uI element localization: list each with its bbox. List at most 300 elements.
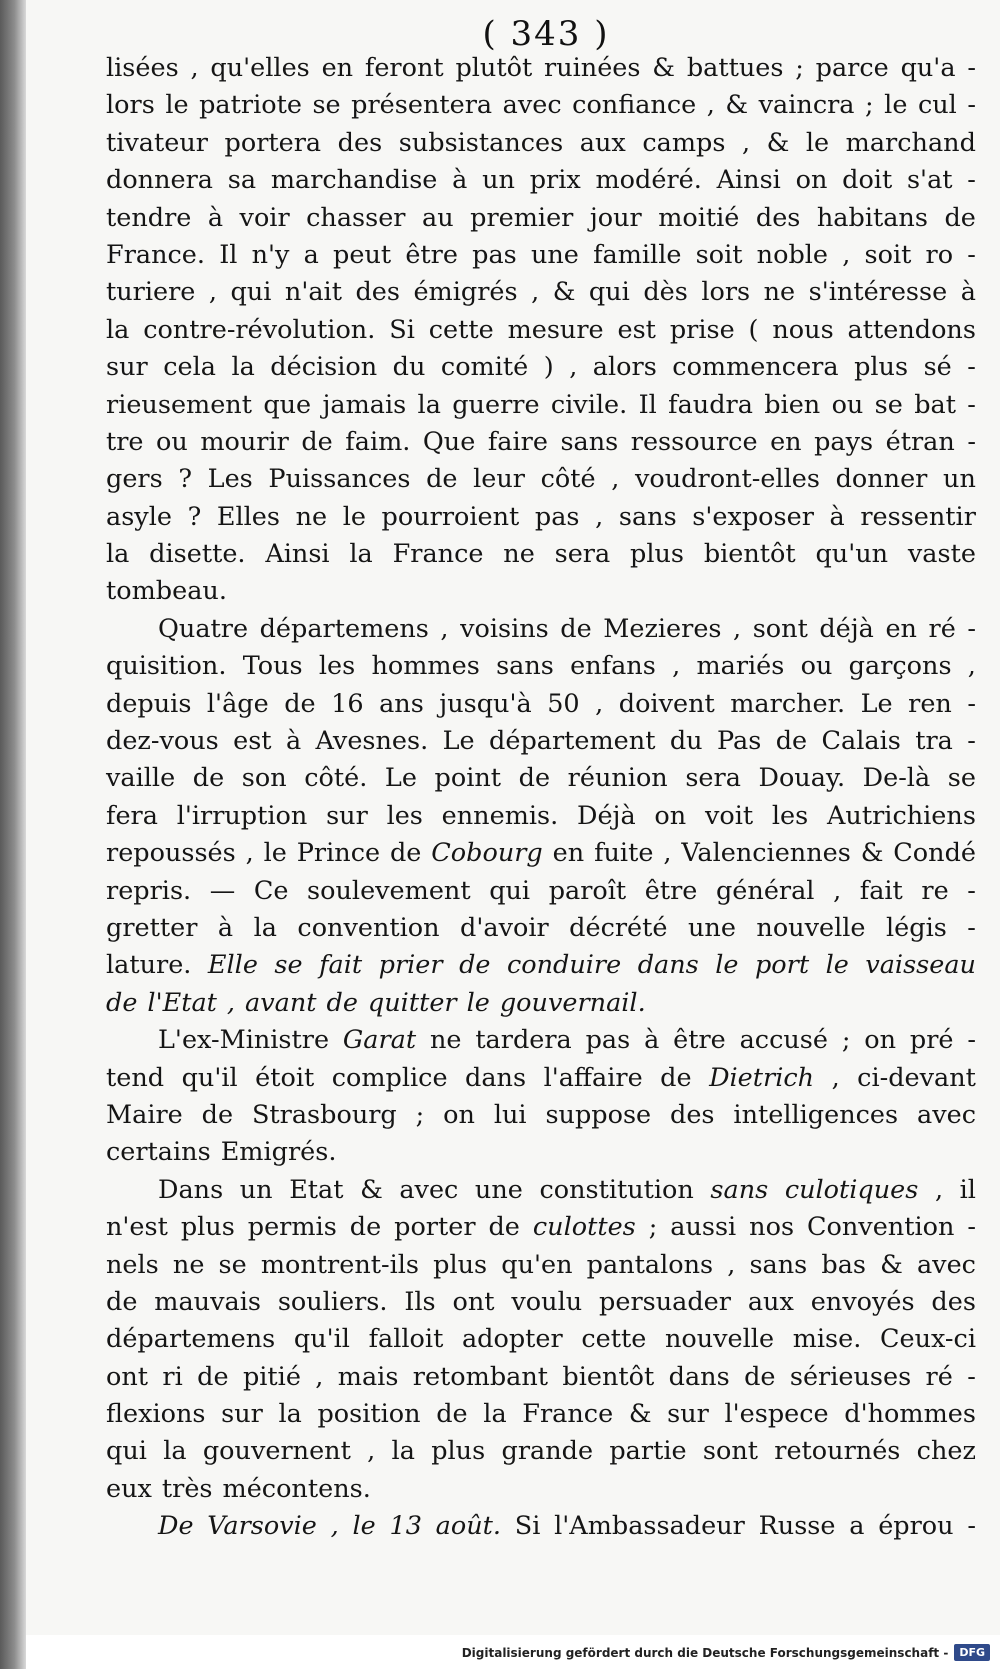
- word: de: [744, 1361, 776, 1392]
- word: Emigrés.: [220, 1137, 337, 1168]
- word: quisition.: [106, 651, 227, 682]
- word: ont: [452, 1286, 495, 1317]
- word: envoyés: [810, 1286, 915, 1317]
- word: s'intéresse: [808, 277, 948, 308]
- word: mécontens.: [222, 1473, 371, 1504]
- word: vaste: [907, 539, 976, 570]
- word: confiance: [572, 90, 697, 121]
- word: à: [829, 501, 845, 532]
- word: dans: [637, 950, 699, 981]
- word: portera: [224, 127, 322, 158]
- text-line: [106, 1284, 976, 1321]
- text-line: [106, 237, 976, 274]
- word: asyle: [106, 501, 172, 532]
- word: sans: [618, 501, 677, 532]
- word: être: [644, 875, 698, 906]
- word: dès: [643, 277, 688, 308]
- word: nouvelle: [664, 1324, 775, 1355]
- word: porter: [394, 1212, 476, 1243]
- word: tre: [106, 426, 144, 457]
- word: très: [161, 1473, 213, 1504]
- word: se: [274, 950, 303, 981]
- word: des: [755, 202, 801, 233]
- word: port: [754, 950, 810, 981]
- word: marchand: [845, 127, 976, 158]
- word: ruinées: [544, 53, 641, 83]
- word: sans: [749, 1249, 808, 1280]
- text-line: [106, 1433, 976, 1470]
- word: ,: [190, 53, 199, 83]
- word: -: [967, 1025, 976, 1056]
- word: qu'elles: [210, 53, 310, 83]
- word: 16: [331, 688, 364, 719]
- word: Dans: [158, 1174, 224, 1205]
- word: des: [337, 127, 383, 158]
- word: à: [207, 202, 224, 233]
- text-line: [106, 499, 976, 536]
- text-line: [106, 349, 976, 386]
- word: ,: [706, 90, 715, 121]
- word: Varsovie: [207, 1511, 317, 1542]
- word: doivent: [618, 688, 715, 719]
- word: Strasbourg: [251, 1099, 397, 1130]
- word: pré: [909, 1025, 954, 1056]
- word: ,: [833, 875, 842, 906]
- word: voulu: [511, 1286, 583, 1317]
- word: adopter: [461, 1324, 563, 1355]
- word: l'âge: [206, 688, 269, 719]
- word: la: [106, 539, 130, 570]
- word: on: [864, 1025, 897, 1056]
- word: faire: [487, 426, 548, 457]
- word: repris.: [106, 875, 192, 906]
- word: point: [434, 763, 502, 794]
- word: &: [652, 53, 675, 83]
- word: être: [673, 1025, 726, 1056]
- word: cette: [581, 1324, 647, 1355]
- word: des: [670, 1099, 715, 1130]
- word: à: [644, 1025, 660, 1056]
- word: décision: [270, 352, 378, 383]
- scanned-page: [26, 0, 1000, 1635]
- word: battues: [686, 53, 784, 83]
- word: mise.: [792, 1324, 862, 1355]
- word: -: [967, 389, 976, 420]
- word: bien: [764, 389, 821, 420]
- word: émigrés: [413, 277, 518, 308]
- word: se: [947, 763, 976, 794]
- word: De-là: [862, 763, 931, 794]
- text-line: [106, 125, 976, 162]
- word: la: [391, 1436, 415, 1467]
- word: ,: [733, 613, 742, 644]
- text-line: [106, 1471, 976, 1508]
- word: ,: [330, 1511, 339, 1542]
- word: sera: [554, 539, 611, 570]
- word: ;: [795, 53, 804, 83]
- word: Ainsi: [716, 165, 781, 196]
- word: leur: [473, 464, 525, 495]
- word: &: [628, 1399, 652, 1430]
- word: -: [967, 613, 976, 644]
- word: la: [417, 389, 441, 420]
- word: ou: [800, 651, 833, 682]
- word: le: [715, 950, 739, 981]
- word: décrété: [569, 912, 668, 943]
- word: un: [239, 1174, 273, 1205]
- word: mourir: [200, 426, 289, 457]
- word: Prince: [296, 838, 381, 869]
- word: parce: [815, 53, 889, 83]
- word: &: [880, 1249, 903, 1280]
- word: sont: [702, 1436, 758, 1467]
- word: turiere: [106, 277, 196, 308]
- word: depuis: [106, 688, 192, 719]
- word: bientôt: [562, 1361, 655, 1392]
- word: de: [389, 838, 422, 869]
- text-line: [106, 50, 976, 87]
- word: la: [231, 352, 255, 383]
- word: l'espece: [724, 1399, 829, 1430]
- text-line: [106, 162, 976, 199]
- text-line: [106, 461, 976, 498]
- word: a: [849, 1511, 865, 1542]
- word: les: [318, 651, 356, 682]
- word: intelligences: [733, 1099, 899, 1130]
- word: ne: [295, 501, 328, 532]
- word: alors: [592, 352, 657, 383]
- word: département: [489, 726, 656, 757]
- word: Etat: [289, 1174, 344, 1205]
- word: ,: [245, 838, 254, 869]
- word: sans: [496, 651, 554, 682]
- word: faudra: [668, 389, 753, 420]
- word: -: [967, 875, 976, 906]
- word: lors: [701, 277, 751, 308]
- word: qu'a: [900, 53, 956, 83]
- word: gouvernent: [202, 1436, 351, 1467]
- text-line: [106, 1209, 976, 1246]
- text-line: [106, 1508, 976, 1545]
- word: nels: [106, 1249, 159, 1280]
- word: ressource: [630, 426, 758, 457]
- word: position: [317, 1399, 421, 1430]
- word: ré: [925, 1361, 953, 1392]
- word: au: [422, 202, 454, 233]
- word: retournés: [774, 1436, 901, 1467]
- word: pas: [472, 239, 517, 270]
- word: civile.: [550, 389, 628, 420]
- word: des: [931, 1286, 976, 1317]
- word: garçons: [848, 651, 952, 682]
- word: en: [770, 426, 802, 457]
- word: ri: [162, 1361, 183, 1392]
- word: de: [326, 987, 358, 1018]
- word: de: [560, 613, 592, 644]
- word: convention: [297, 912, 440, 943]
- word: Le: [860, 688, 893, 719]
- word: sur: [221, 1399, 263, 1430]
- word: eux: [106, 1473, 152, 1504]
- text-line: [106, 798, 976, 835]
- word: les: [386, 800, 423, 831]
- word: ?: [187, 501, 202, 532]
- word: France.: [106, 239, 205, 270]
- word: re: [921, 875, 949, 906]
- word: accusé: [739, 1025, 828, 1056]
- word: sont: [752, 613, 808, 644]
- word: de: [197, 1361, 229, 1392]
- word: nous: [772, 314, 834, 345]
- page-number: ( 343 ): [482, 14, 610, 54]
- word: ,: [569, 352, 578, 383]
- word: une: [530, 239, 579, 270]
- word: ,: [595, 501, 604, 532]
- body-text: [106, 50, 976, 1546]
- word: une: [687, 912, 736, 943]
- word: ren: [908, 688, 952, 719]
- word: persuader: [599, 1286, 731, 1317]
- word: général: [715, 875, 815, 906]
- word: doit: [842, 165, 893, 196]
- word: soit: [695, 239, 743, 270]
- word: à: [452, 165, 468, 196]
- word: d'avoir: [460, 912, 549, 943]
- word: Déjà: [577, 800, 636, 831]
- word: Puissances: [268, 464, 411, 495]
- word: pitié: [242, 1361, 301, 1392]
- text-line: [106, 1359, 976, 1396]
- word: ,: [208, 277, 217, 308]
- credit-text: Digitalisierung gefördert durch die Deutsche Forschungsgemeinschaft -: [461, 1645, 949, 1660]
- word: se: [218, 1249, 247, 1280]
- word: ,: [934, 1174, 944, 1205]
- text-line: [106, 760, 976, 797]
- word: on: [443, 1099, 475, 1130]
- word: suppose: [545, 1099, 652, 1130]
- word: culottes: [532, 1212, 636, 1243]
- word: tend: [106, 1062, 165, 1093]
- word: ré: [928, 613, 956, 644]
- word: ,: [611, 464, 620, 495]
- word: sé: [923, 352, 952, 383]
- word: partie: [609, 1436, 687, 1467]
- word: lisées: [106, 53, 179, 83]
- word: repoussés: [106, 838, 236, 869]
- word: pays: [814, 426, 874, 457]
- word: Douay.: [758, 763, 846, 794]
- word: avec: [917, 1099, 976, 1130]
- word: du: [669, 726, 703, 757]
- word: Que: [422, 426, 476, 457]
- word: 50: [547, 688, 580, 719]
- word: quitter: [367, 987, 457, 1018]
- word: marchandise: [270, 165, 438, 196]
- word: -: [967, 352, 976, 383]
- word: bat: [914, 389, 956, 420]
- word: présentera: [351, 90, 493, 121]
- word: souliers.: [277, 1286, 388, 1317]
- word: ,: [440, 613, 449, 644]
- word: cette: [428, 314, 494, 345]
- word: Les: [207, 464, 253, 495]
- word: mais: [337, 1361, 399, 1392]
- word: côté.: [304, 763, 368, 794]
- word: la: [163, 1436, 187, 1467]
- word: vaille: [106, 763, 176, 794]
- word: Convention: [807, 1212, 955, 1243]
- word: Dietrich: [709, 1062, 815, 1093]
- word: qu'il: [181, 1062, 238, 1093]
- text-line: [106, 686, 976, 723]
- word: -: [967, 1361, 976, 1392]
- word: premier: [470, 202, 574, 233]
- word: est: [617, 314, 656, 345]
- word: en: [321, 53, 354, 83]
- word: se: [312, 90, 341, 121]
- word: à: [960, 277, 976, 308]
- text-line: [106, 910, 976, 947]
- word: les: [771, 800, 809, 831]
- word: lui: [493, 1099, 527, 1130]
- word: dans: [668, 1361, 730, 1392]
- word: bientôt: [703, 539, 796, 570]
- word: Ce: [253, 875, 289, 906]
- word: ,: [663, 838, 672, 869]
- word: août.: [435, 1511, 502, 1542]
- word: fera: [106, 800, 158, 831]
- word: Il: [219, 239, 238, 270]
- word: complice: [331, 1062, 448, 1093]
- word: voisins: [460, 613, 549, 644]
- word: tendre: [106, 202, 192, 233]
- word: sur: [667, 1399, 709, 1430]
- word: fait: [859, 875, 903, 906]
- word: &: [360, 1174, 383, 1205]
- word: l'irruption: [176, 800, 308, 831]
- binding-edge: [0, 0, 26, 1669]
- word: sa: [227, 165, 257, 196]
- word: tombeau.: [106, 576, 227, 607]
- word: de: [106, 1286, 138, 1317]
- word: bas: [821, 1249, 867, 1280]
- word: on: [795, 165, 828, 196]
- word: peut: [333, 239, 392, 270]
- word: se: [874, 389, 903, 420]
- word: France: [522, 1399, 614, 1430]
- word: jusqu'à: [439, 688, 532, 719]
- word: sérieuses: [789, 1361, 912, 1392]
- word: départemens: [259, 613, 429, 644]
- word: ,: [842, 239, 851, 270]
- word: aux: [747, 1286, 794, 1317]
- word: côté: [540, 464, 596, 495]
- word: enfans: [570, 651, 656, 682]
- word: fait: [319, 950, 363, 981]
- word: de: [284, 688, 316, 719]
- word: ): [543, 352, 554, 383]
- word: le: [884, 90, 908, 121]
- text-line: [106, 424, 976, 461]
- word: dans: [465, 1062, 527, 1093]
- word: Avesnes.: [315, 726, 429, 757]
- word: retombant: [412, 1361, 549, 1392]
- text-line: [106, 87, 976, 124]
- word: qui: [230, 277, 272, 308]
- word: Maire: [106, 1099, 183, 1130]
- word: Le: [384, 763, 417, 794]
- text-line: [106, 611, 976, 648]
- word: qui: [106, 1436, 147, 1467]
- word: ne: [429, 1025, 462, 1056]
- word: Quatre: [158, 613, 249, 644]
- word: qu'il: [293, 1324, 350, 1355]
- word: certains: [106, 1137, 211, 1168]
- word: Condé: [893, 838, 976, 869]
- word: qu'en: [501, 1249, 573, 1280]
- word: subsistances: [398, 127, 564, 158]
- word: de: [106, 987, 138, 1018]
- word: est: [233, 726, 272, 757]
- word: permis: [247, 1212, 337, 1243]
- word: de: [201, 1099, 234, 1130]
- word: l'Etat: [147, 987, 217, 1018]
- word: n'y: [251, 239, 290, 270]
- word: soit: [864, 239, 912, 270]
- word: Russe: [758, 1511, 836, 1542]
- word: ne: [763, 277, 796, 308]
- word: des: [355, 277, 400, 308]
- word: L'ex-Ministre: [158, 1025, 330, 1056]
- word: flexions: [106, 1399, 206, 1430]
- word: -: [967, 165, 976, 196]
- word: que: [263, 389, 312, 420]
- word: qui: [489, 875, 531, 906]
- word: constitution: [539, 1174, 694, 1205]
- text-line: [106, 1097, 976, 1134]
- word: aussi: [670, 1212, 737, 1243]
- word: culotiques: [784, 1174, 919, 1205]
- word: contre-révolution.: [143, 314, 376, 345]
- word: ?: [178, 464, 193, 495]
- word: déjà: [819, 613, 874, 644]
- word: une: [474, 1174, 523, 1205]
- word: nos: [749, 1212, 795, 1243]
- word: ;: [648, 1212, 658, 1243]
- word: un: [482, 165, 515, 196]
- word: de: [660, 1062, 692, 1093]
- word: de: [488, 1212, 520, 1243]
- word: ,: [741, 127, 751, 158]
- word: -: [967, 1511, 976, 1542]
- word: &: [725, 90, 749, 121]
- word: -: [967, 90, 976, 121]
- word: plutôt: [455, 53, 533, 83]
- word: ressentir: [860, 501, 976, 532]
- word: nouvelle: [756, 912, 866, 943]
- word: chez: [916, 1436, 976, 1467]
- word: la: [106, 314, 130, 345]
- word: noble: [756, 239, 829, 270]
- word: pas: [585, 1025, 631, 1056]
- word: ,: [831, 1062, 840, 1093]
- word: gretter: [106, 912, 198, 943]
- word: la: [349, 539, 373, 570]
- word: Il: [638, 389, 657, 420]
- text-line: [106, 985, 976, 1022]
- word: ,: [595, 688, 604, 719]
- text-line: [106, 1172, 976, 1209]
